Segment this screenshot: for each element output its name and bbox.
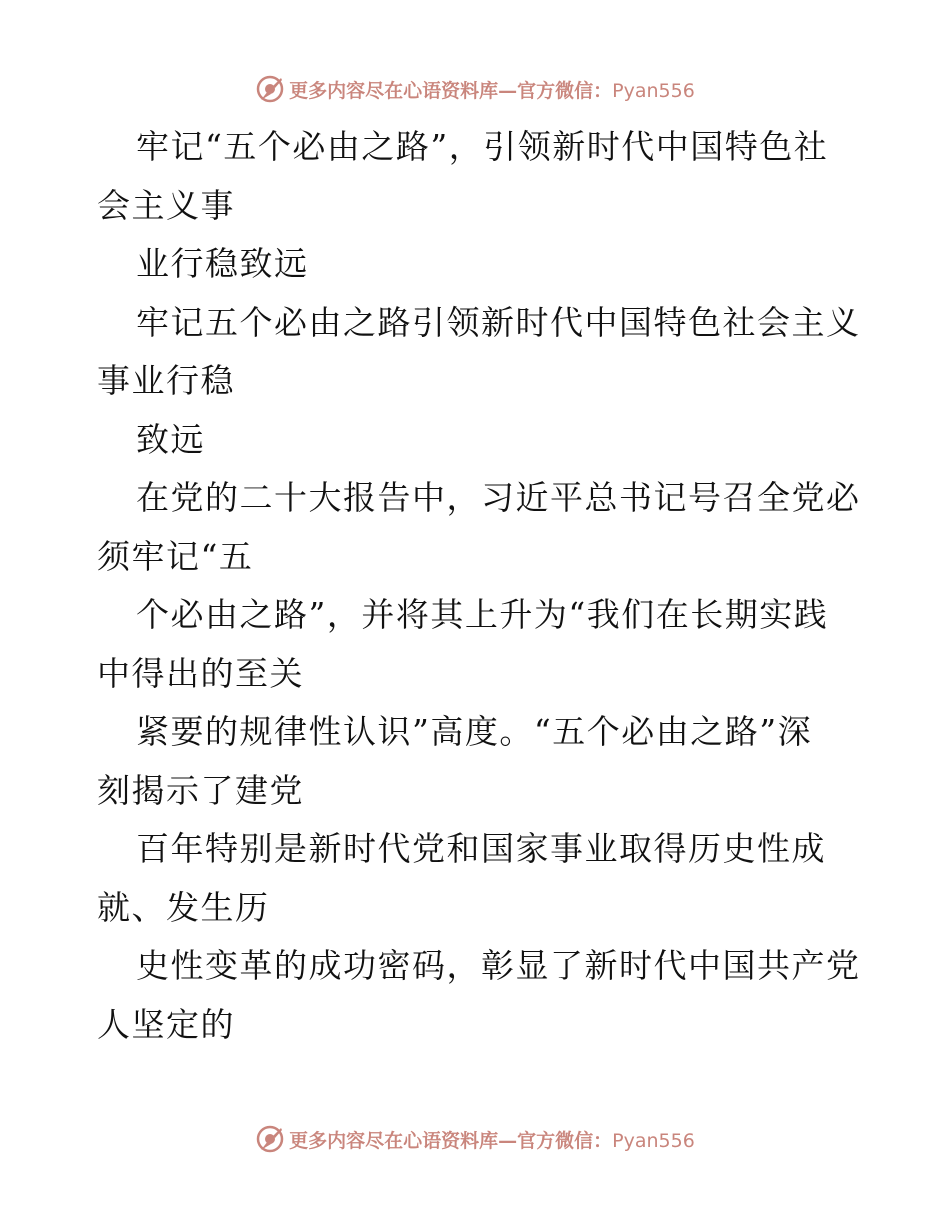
watermark-text: 更多内容尽在心语资料库—官方微信：Pyan556 [289,79,695,102]
watermark-text: 更多内容尽在心语资料库—官方微信：Pyan556 [289,1129,695,1152]
body-text-line: 百年特别是新时代党和国家事业取得历史性成 [136,829,826,868]
body-text-line: 人坚定的 [97,1004,235,1044]
header-watermark [0,72,950,106]
body-text-line: 在党的二十大报告中，习近平总书记号召全党必 [136,478,861,517]
body-text-line: 刻揭示了建党 [97,770,304,810]
body-text-line: 业行稳致远 [136,244,309,283]
body-text-line: 个必由之路”，并将其上升为“我们在长期实践 [136,595,829,634]
footer-watermark [0,1122,950,1156]
body-text-line: 就、发生历 [97,887,270,927]
body-text-line: 牢记五个必由之路引领新时代中国特色社会主义 [136,302,861,342]
document-body [97,118,861,1054]
body-text-line: 须牢记“五 [97,536,254,576]
body-text-line: 中得出的至关 [97,653,304,693]
pen-logo-icon [255,74,285,104]
pen-logo-icon [255,1124,285,1154]
body-text-line: 会主义事 [97,185,235,225]
body-text-line: 牢记“五个必由之路”，引领新时代中国特色社 [136,127,829,166]
body-text-line: 紧要的规律性认识”高度。“五个必由之路”深 [136,712,813,751]
body-text-line: 史性变革的成功密码，彰显了新时代中国共产党 [136,946,861,985]
body-text-line: 事业行稳 [97,361,235,400]
body-text-line: 致远 [136,419,205,459]
